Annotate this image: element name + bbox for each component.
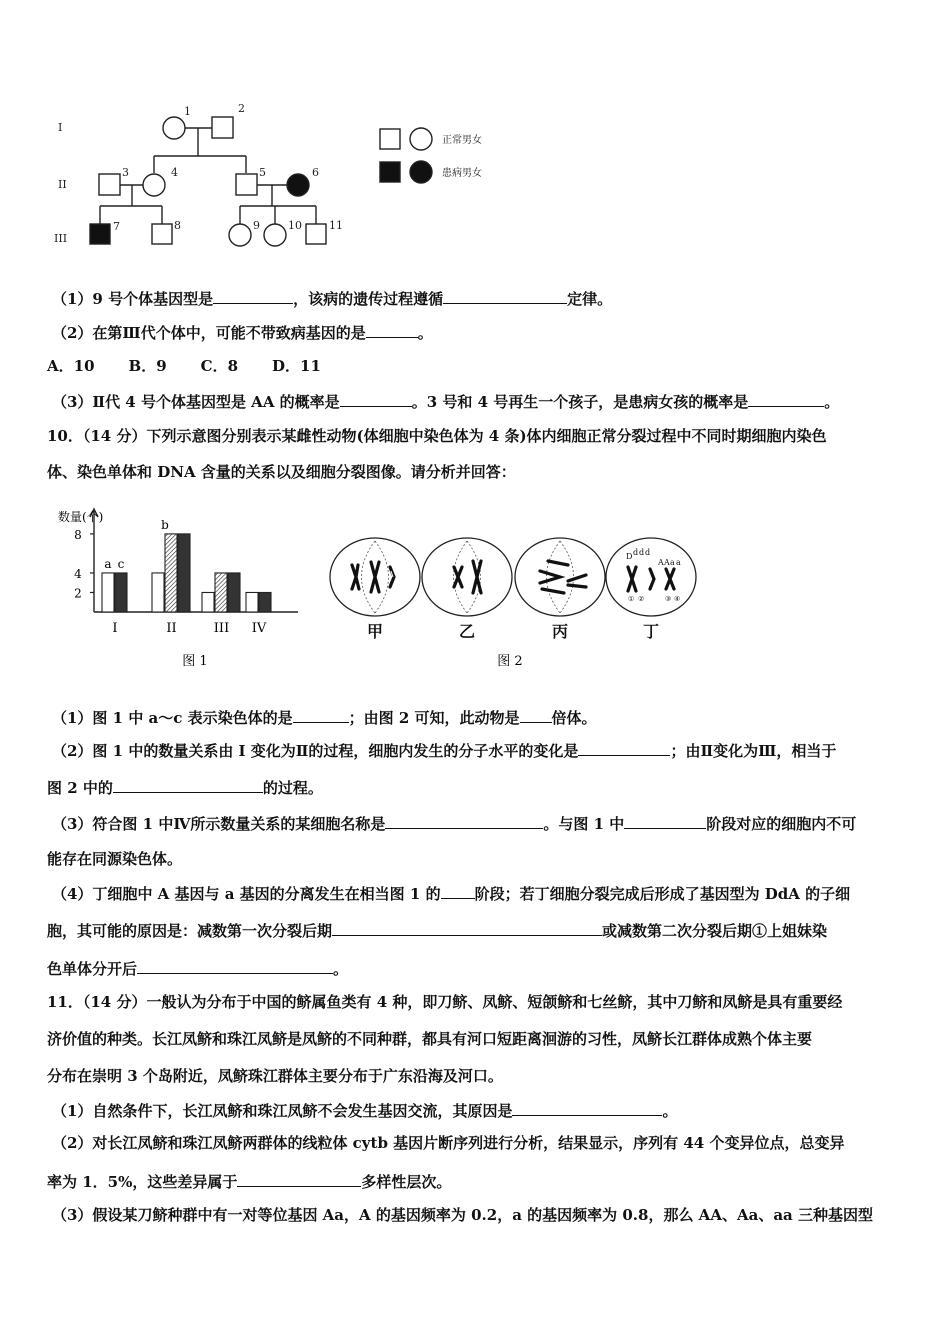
cell-yi — [422, 538, 512, 616]
answer-blank[interactable] — [385, 812, 543, 829]
legend-normal-female — [410, 128, 432, 150]
q9-part1: （1）9 号个体基因型是 ，该病的遗传过程遵循 定律。 — [52, 287, 612, 309]
gene-label: d — [645, 548, 651, 557]
individual-number: 1 — [184, 105, 191, 118]
generation-label: III — [54, 232, 68, 245]
q11-part3-line1: （3）假设某刀鲚种群中有一对等位基因 Aa，A 的基因频率为 0.2，a 的基因频率为 0.8，那么 AA、Aa、aa 三种基因型 — [52, 1206, 873, 1224]
figure-2-cell-division — [328, 535, 698, 670]
y-tick-label: 8 — [74, 527, 82, 542]
answer-blank[interactable] — [748, 390, 824, 407]
q11-stem-line3: 分布在崇明 3 个岛附近，凤鲚珠江群体主要分布于广东沿海及河口。 — [47, 1067, 503, 1085]
q9-part3: （3）Ⅱ代 4 号个体基因型是 AA 的概率是 。3 号和 4 号再生一个孩子，是患病女孩的概率是 。 — [52, 390, 839, 412]
series-label-a: a — [104, 556, 112, 571]
x-tick-label: IV — [251, 621, 267, 636]
individual-number: 3 — [122, 166, 129, 179]
cell-ding — [606, 538, 696, 616]
legend-affected-female — [410, 161, 432, 183]
legend-affected-male — [380, 162, 400, 182]
answer-blank[interactable] — [113, 776, 263, 793]
answer-blank[interactable] — [340, 390, 412, 407]
q10-stem-line2: 体、染色单体和 DNA 含量的关系以及细胞分裂图像。请分析并回答： — [47, 463, 516, 481]
answer-blank[interactable] — [443, 287, 567, 304]
bar-a-4 — [246, 592, 258, 612]
gene-label: d — [633, 548, 639, 557]
q10-part1: （1）图 1 中 a～c 表示染色体的是 ；由图 2 可知，此动物是 倍体。 — [52, 706, 597, 728]
legend-normal-male — [380, 129, 400, 149]
bar-b-2 — [165, 534, 177, 612]
answer-blank[interactable] — [624, 812, 706, 829]
legend-normal-label: 正常男女 — [442, 135, 482, 146]
chromosome-number: ③ — [665, 595, 672, 603]
generation-label: I — [58, 121, 63, 134]
individual-4 — [143, 174, 165, 196]
individual-number: 6 — [312, 166, 319, 179]
legend-affected-label: 患病男女 — [442, 168, 482, 179]
chromosome-number: ④ — [674, 595, 681, 603]
bar-a-1 — [102, 573, 114, 612]
chromosome-number: ② — [638, 595, 645, 603]
individual-number: 7 — [113, 220, 120, 233]
q11-part2-line1: （2）对长江凤鲚和珠江凤鲚两群体的线粒体 cytb 基因片断序列进行分析，结果显示，序列有 44 个变异位点，总变异 — [52, 1134, 845, 1152]
individual-1 — [163, 117, 185, 139]
q10-part4-line3: 色单体分开后 。 — [47, 957, 348, 979]
pedigree-chart — [50, 98, 520, 254]
q9-options — [47, 356, 355, 376]
q10-part3-line2: 能存在同源染色体。 — [47, 850, 183, 868]
q10-part4-line2: 胞，其可能的原因是：减数第一次分裂后期 或减数第二次分裂后期①上姐妹染 — [47, 919, 827, 941]
y-tick-label: 4 — [74, 566, 82, 581]
individual-number: 9 — [253, 219, 260, 232]
option-a[interactable]: A．10 — [47, 357, 95, 375]
series-label-c: c — [117, 556, 125, 571]
answer-blank[interactable] — [512, 1099, 662, 1116]
individual-number: 5 — [259, 166, 266, 179]
cell-label-jia: 甲 — [366, 622, 384, 641]
gene-label: A — [664, 558, 670, 567]
q10-stem-line1: 10．（14 分）下列示意图分别表示某雌性动物(体细胞中染色体为 4 条)体内细胞正常分裂过程中不同时期细胞内染色 — [47, 427, 827, 445]
bar-a-3 — [202, 592, 214, 612]
figure-2-caption: 图 2 — [497, 654, 523, 669]
bar-c-1 — [115, 573, 127, 612]
generation-label: II — [58, 178, 67, 191]
bar-a-2 — [152, 573, 164, 612]
gene-label: d — [639, 548, 645, 557]
bar-b-3 — [215, 573, 227, 612]
cell-label-ding: 丁 — [642, 622, 660, 641]
figure-1-caption: 图 1 — [182, 654, 208, 669]
bar-c-3 — [228, 573, 240, 612]
answer-blank[interactable] — [237, 1170, 361, 1187]
gene-label: D — [626, 552, 633, 561]
gene-label: a — [676, 558, 681, 567]
individual-7 — [90, 224, 110, 244]
individual-11 — [306, 224, 326, 244]
q11-stem-line1: 11．（14 分）一般认为分布于中国的鲚属鱼类有 4 种，即刀鲚、凤鲚、短颌鲚和七丝鲚，其中刀鲚和凤鲚是具有重要经 — [47, 993, 843, 1011]
x-tick-label: III — [213, 621, 230, 636]
x-tick-label: II — [166, 621, 177, 636]
answer-blank[interactable] — [366, 321, 418, 338]
answer-blank[interactable] — [137, 957, 333, 974]
q11-part2-line2: 率为 1．5%，这些差异属于 多样性层次。 — [47, 1170, 451, 1192]
individual-8 — [152, 224, 172, 244]
chromosome-number: ① — [628, 595, 635, 603]
gene-label: A — [658, 558, 664, 567]
answer-blank[interactable] — [441, 882, 475, 899]
individual-2 — [212, 117, 233, 138]
q10-part3-line1: （3）符合图 1 中Ⅳ所示数量关系的某细胞名称是 。与图 1 中 阶段对应的细胞内不可 — [52, 812, 856, 834]
individual-5 — [236, 174, 257, 195]
y-axis-label: 数量(个) — [58, 510, 104, 524]
answer-blank[interactable] — [332, 919, 602, 936]
individual-6 — [287, 174, 309, 196]
individual-number: 11 — [329, 219, 343, 232]
individual-number: 10 — [288, 219, 302, 232]
figure-1-bar-chart — [52, 505, 302, 670]
individual-10 — [264, 224, 286, 246]
individual-9 — [229, 224, 251, 246]
x-tick-label: I — [112, 621, 118, 636]
bar-c-2 — [178, 534, 190, 612]
q9-part2: （2）在第Ⅲ代个体中，可能不带致病基因的是 。 — [52, 321, 433, 343]
series-label-b: b — [161, 517, 169, 532]
option-c[interactable]: C．8 — [200, 357, 239, 375]
cell-label-bing: 丙 — [551, 622, 569, 641]
cell-label-yi: 乙 — [458, 622, 476, 641]
q10-part2-line2: 图 2 中的 的过程。 — [47, 776, 323, 798]
q10-part4-line1: （4）丁细胞中 A 基因与 a 基因的分离发生在相当图 1 的 阶段；若丁细胞分裂完成后形成了基因型为 DdA 的子细 — [52, 882, 850, 904]
gene-label: a — [670, 558, 675, 567]
answer-blank[interactable] — [293, 706, 349, 723]
individual-number: 2 — [238, 102, 245, 115]
option-d[interactable]: D．11 — [272, 357, 321, 375]
y-tick-label: 2 — [74, 586, 82, 601]
q11-stem-line2: 济价值的种类。长江凤鲚和珠江凤鲚是凤鲚的不同种群，都具有河口短距离洄游的习性，凤鲚长江群体成熟个体主要 — [47, 1030, 813, 1048]
q10-part2-line1: （2）图 1 中的数量关系由 I 变化为Ⅱ的过程，细胞内发生的分子水平的变化是 ；由Ⅱ变化为Ⅲ，相当于 — [52, 739, 836, 761]
answer-blank[interactable] — [213, 287, 293, 304]
individual-number: 8 — [174, 219, 181, 232]
individual-number: 4 — [171, 166, 178, 179]
individual-3 — [99, 174, 120, 195]
q11-part1: （1）自然条件下，长江凤鲚和珠江凤鲚不会发生基因交流，其原因是 。 — [52, 1099, 677, 1121]
bar-c-4 — [259, 592, 271, 612]
answer-blank[interactable] — [578, 739, 670, 756]
option-b[interactable]: B．9 — [128, 357, 167, 375]
answer-blank[interactable] — [520, 706, 552, 723]
